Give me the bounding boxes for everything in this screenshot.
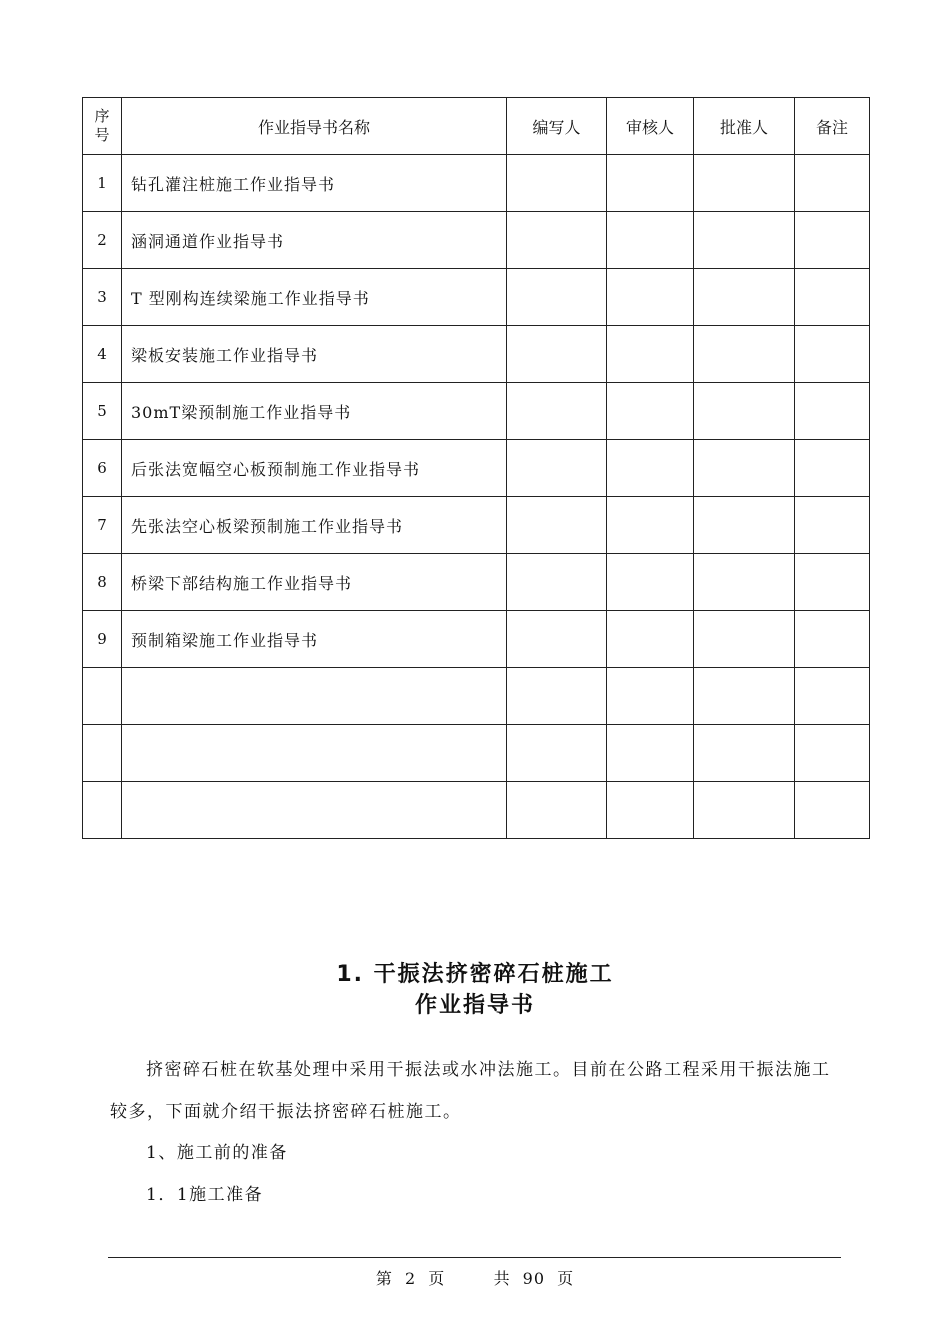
row-title [122,782,507,839]
footer-rule [108,1257,841,1258]
row-reviewer-cell [607,326,694,383]
row-writer-cell [507,383,607,440]
row-writer-cell [507,668,607,725]
header-approver: 批准人 [694,98,795,155]
row-writer-cell [507,212,607,269]
row-title: 预制箱梁施工作业指导书 [122,611,507,668]
row-title: 30mT梁预制施工作业指导书 [122,383,507,440]
instruction-index-table [82,97,870,839]
row-number [83,725,122,782]
row-approver-cell [694,725,795,782]
row-number: 3 [83,269,122,326]
row-reviewer-cell [607,611,694,668]
row-remarks-cell [795,155,870,212]
row-writer-cell [507,326,607,383]
table-row [83,326,870,383]
row-reviewer-cell [607,725,694,782]
header-reviewer: 审核人 [607,98,694,155]
row-writer-cell [507,269,607,326]
row-approver-cell [694,269,795,326]
row-number: 8 [83,554,122,611]
row-approver-cell [694,497,795,554]
row-title: 钻孔灌注桩施工作业指导书 [122,155,507,212]
row-approver-cell [694,326,795,383]
table-row [83,554,870,611]
table-row [83,269,870,326]
header-remarks: 备注 [795,98,870,155]
row-title: 后张法宽幅空心板预制施工作业指导书 [122,440,507,497]
row-reviewer-cell [607,383,694,440]
heading-item-1-1: 1．1施工准备 [146,1185,264,1205]
row-approver-cell [694,440,795,497]
row-title: 桥梁下部结构施工作业指导书 [122,554,507,611]
table-row [83,440,870,497]
table-row [83,725,870,782]
row-reviewer-cell [607,440,694,497]
table-row [83,782,870,839]
table-row [83,611,870,668]
row-number: 4 [83,326,122,383]
row-title: 先张法空心板梁预制施工作业指导书 [122,497,507,554]
row-number: 5 [83,383,122,440]
row-remarks-cell [795,440,870,497]
row-remarks-cell [795,497,870,554]
row-number: 7 [83,497,122,554]
row-remarks-cell [795,269,870,326]
row-number: 1 [83,155,122,212]
row-writer-cell [507,497,607,554]
header-seq: 序号 [83,98,122,155]
section-subtitle: 作业指导书 [414,993,535,1018]
row-reviewer-cell [607,782,694,839]
row-number [83,668,122,725]
table-row [83,383,870,440]
row-title: 梁板安装施工作业指导书 [122,326,507,383]
row-approver-cell [694,554,795,611]
row-reviewer-cell [607,497,694,554]
row-remarks-cell [795,326,870,383]
row-writer-cell [507,611,607,668]
row-writer-cell [507,155,607,212]
row-remarks-cell [795,554,870,611]
row-remarks-cell [795,725,870,782]
row-approver-cell [694,668,795,725]
row-writer-cell [507,725,607,782]
row-remarks-cell [795,611,870,668]
row-reviewer-cell [607,155,694,212]
heading-item-1: 1、施工前的准备 [146,1143,288,1163]
row-title [122,725,507,782]
row-reviewer-cell [607,269,694,326]
row-remarks-cell [795,212,870,269]
table-row [83,155,870,212]
section-title: 1. 干振法挤密碎石桩施工 [336,962,614,987]
row-remarks-cell [795,383,870,440]
table-row [83,668,870,725]
row-writer-cell [507,554,607,611]
page-footer: 第 2 页 共 90 页 [375,1269,575,1288]
row-approver-cell [694,212,795,269]
table-header-row [83,98,870,155]
row-title [122,668,507,725]
table-body [83,155,870,839]
row-number: 6 [83,440,122,497]
row-writer-cell [507,440,607,497]
row-approver-cell [694,782,795,839]
row-approver-cell [694,611,795,668]
row-reviewer-cell [607,668,694,725]
row-title: 涵洞通道作业指导书 [122,212,507,269]
row-approver-cell [694,383,795,440]
row-number: 9 [83,611,122,668]
intro-paragraph: 挤密碎石桩在软基处理中采用干振法或水冲法施工。目前在公路工程采用干振法施工较多，下面就介绍干振法挤密碎石桩施工。 [110,1060,831,1122]
header-name: 作业指导书名称 [122,98,507,155]
header-writer: 编写人 [507,98,607,155]
row-title: T 型刚构连续梁施工作业指导书 [122,269,507,326]
row-remarks-cell [795,782,870,839]
row-number [83,782,122,839]
row-writer-cell [507,782,607,839]
row-reviewer-cell [607,554,694,611]
row-reviewer-cell [607,212,694,269]
table-row [83,497,870,554]
table-row [83,212,870,269]
row-remarks-cell [795,668,870,725]
row-number: 2 [83,212,122,269]
row-approver-cell [694,155,795,212]
